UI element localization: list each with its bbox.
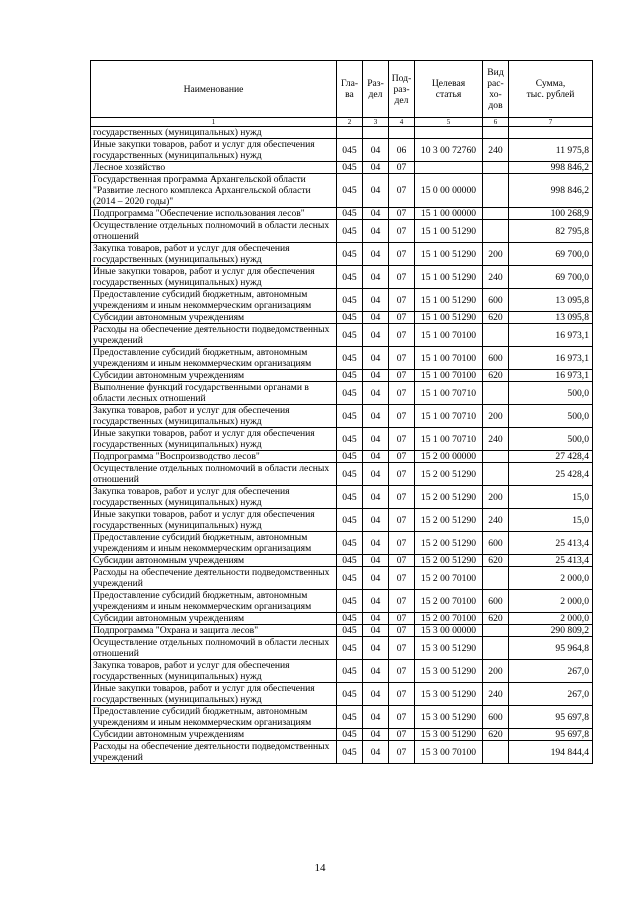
- row-razdel-cell: 04: [363, 289, 389, 312]
- table-row: [91, 567, 593, 590]
- row-statya-cell: 15 1 00 70710: [415, 405, 483, 428]
- row-podrazdel-cell: 07: [389, 555, 415, 567]
- page-number: 14: [314, 862, 326, 874]
- row-razdel-cell: 04: [363, 660, 389, 683]
- row-glava-cell: 045: [337, 139, 363, 162]
- row-glava-cell: 045: [337, 428, 363, 451]
- row-vid-cell: 600: [483, 289, 509, 312]
- row-razdel-cell: 04: [363, 463, 389, 486]
- row-name-cell: Осуществление отдельных полномочий в области лесных отношений: [91, 463, 337, 486]
- row-glava-cell: 045: [337, 590, 363, 613]
- row-podrazdel-cell: 07: [389, 208, 415, 220]
- row-razdel-cell: 04: [363, 243, 389, 266]
- row-vid-cell: 620: [483, 370, 509, 382]
- row-statya-cell: 15 2 00 70100: [415, 613, 483, 625]
- column-number: 5: [415, 118, 483, 127]
- row-vid-cell: 240: [483, 509, 509, 532]
- row-razdel-cell: 04: [363, 451, 389, 463]
- header-statya: Целевая статья: [415, 61, 483, 118]
- row-podrazdel-cell: 07: [389, 220, 415, 243]
- row-vid-cell: 200: [483, 486, 509, 509]
- row-glava-cell: 045: [337, 625, 363, 637]
- row-statya-cell: 15 2 00 51290: [415, 532, 483, 555]
- table-row: [91, 741, 593, 764]
- row-podrazdel-cell: 07: [389, 405, 415, 428]
- row-razdel-cell: 04: [363, 729, 389, 741]
- row-statya-cell: 15 1 00 70100: [415, 324, 483, 347]
- row-podrazdel-cell: 07: [389, 370, 415, 382]
- row-amount-cell: 25 413,4: [509, 555, 593, 567]
- row-vid-cell: 620: [483, 729, 509, 741]
- row-name-cell: Подпрограмма "Обеспечение использования лесов": [91, 208, 337, 220]
- row-glava-cell: 045: [337, 486, 363, 509]
- row-razdel-cell: 04: [363, 428, 389, 451]
- row-vid-cell: 240: [483, 683, 509, 706]
- row-vid-cell: 240: [483, 428, 509, 451]
- column-number-row: [91, 118, 593, 127]
- row-statya-cell: 15 3 00 51290: [415, 706, 483, 729]
- header-podrazdel: Под- раз- дел: [389, 61, 415, 118]
- row-podrazdel-cell: [389, 127, 415, 139]
- row-amount-cell: 13 095,8: [509, 312, 593, 324]
- row-name-cell: Субсидии автономным учреждениям: [91, 370, 337, 382]
- column-number: 4: [389, 118, 415, 127]
- row-amount-cell: 998 846,2: [509, 174, 593, 208]
- row-statya-cell: 15 1 00 70710: [415, 382, 483, 405]
- row-razdel-cell: 04: [363, 347, 389, 370]
- row-razdel-cell: 04: [363, 370, 389, 382]
- row-statya-cell: 15 2 00 51290: [415, 486, 483, 509]
- row-glava-cell: 045: [337, 660, 363, 683]
- row-name-cell: Иные закупки товаров, работ и услуг для обеспечения государственных (муниципальных) нужд: [91, 139, 337, 162]
- row-name-cell: Осуществление отдельных полномочий в области лесных отношений: [91, 637, 337, 660]
- row-name-cell: Выполнение функций государственными органами в области лесных отношений: [91, 382, 337, 405]
- table-row: [91, 463, 593, 486]
- row-vid-cell: [483, 451, 509, 463]
- header-name: Наименование: [91, 61, 337, 118]
- row-amount-cell: 16 973,1: [509, 370, 593, 382]
- row-statya-cell: 15 1 00 70100: [415, 347, 483, 370]
- row-razdel-cell: 04: [363, 266, 389, 289]
- row-podrazdel-cell: 07: [389, 532, 415, 555]
- row-amount-cell: 16 973,1: [509, 347, 593, 370]
- row-statya-cell: 15 2 00 51290: [415, 509, 483, 532]
- row-podrazdel-cell: 07: [389, 266, 415, 289]
- row-vid-cell: [483, 162, 509, 174]
- row-podrazdel-cell: 07: [389, 590, 415, 613]
- header-razdel: Раз- дел: [363, 61, 389, 118]
- row-vid-cell: 240: [483, 139, 509, 162]
- table-row: [91, 127, 593, 139]
- column-number: 2: [337, 118, 363, 127]
- row-glava-cell: 045: [337, 729, 363, 741]
- row-statya-cell: 10 3 00 72760: [415, 139, 483, 162]
- row-name-cell: Предоставление субсидий бюджетным, автономным учреждениям и иным некоммерческим организациям: [91, 532, 337, 555]
- row-podrazdel-cell: 07: [389, 451, 415, 463]
- row-statya-cell: 15 1 00 70710: [415, 428, 483, 451]
- row-name-cell: Иные закупки товаров, работ и услуг для обеспечения государственных (муниципальных) нужд: [91, 509, 337, 532]
- row-podrazdel-cell: 07: [389, 243, 415, 266]
- row-name-cell: Субсидии автономным учреждениям: [91, 613, 337, 625]
- table-row: [91, 174, 593, 208]
- row-glava-cell: 045: [337, 683, 363, 706]
- table-row: [91, 243, 593, 266]
- row-vid-cell: [483, 463, 509, 486]
- header-summa: Сумма, тыс. рублей: [509, 61, 593, 118]
- row-glava-cell: 045: [337, 613, 363, 625]
- row-razdel-cell: 04: [363, 139, 389, 162]
- row-razdel-cell: 04: [363, 590, 389, 613]
- column-number: 3: [363, 118, 389, 127]
- table-row: [91, 555, 593, 567]
- row-statya-cell: [415, 127, 483, 139]
- table-row: [91, 706, 593, 729]
- row-amount-cell: 267,0: [509, 660, 593, 683]
- table-row: [91, 220, 593, 243]
- row-name-cell: Иные закупки товаров, работ и услуг для обеспечения государственных (муниципальных) нужд: [91, 683, 337, 706]
- row-name-cell: Лесное хозяйство: [91, 162, 337, 174]
- row-glava-cell: 045: [337, 266, 363, 289]
- table-row: [91, 729, 593, 741]
- row-podrazdel-cell: 07: [389, 683, 415, 706]
- row-amount-cell: 11 975,8: [509, 139, 593, 162]
- row-razdel-cell: 04: [363, 532, 389, 555]
- row-statya-cell: 15 3 00 70100: [415, 741, 483, 764]
- column-number: 1: [91, 118, 337, 127]
- row-vid-cell: 620: [483, 613, 509, 625]
- row-glava-cell: 045: [337, 706, 363, 729]
- row-razdel-cell: 04: [363, 741, 389, 764]
- row-razdel-cell: 04: [363, 208, 389, 220]
- table-row: [91, 532, 593, 555]
- row-razdel-cell: 04: [363, 324, 389, 347]
- row-vid-cell: [483, 220, 509, 243]
- row-amount-cell: 500,0: [509, 428, 593, 451]
- column-number: 6: [483, 118, 509, 127]
- row-podrazdel-cell: 07: [389, 509, 415, 532]
- row-podrazdel-cell: 07: [389, 729, 415, 741]
- row-podrazdel-cell: 07: [389, 324, 415, 347]
- row-amount-cell: 25 428,4: [509, 463, 593, 486]
- table-row: [91, 405, 593, 428]
- row-name-cell: Расходы на обеспечение деятельности подведомственных учреждений: [91, 741, 337, 764]
- row-podrazdel-cell: 07: [389, 382, 415, 405]
- row-amount-cell: 100 268,9: [509, 208, 593, 220]
- row-vid-cell: [483, 127, 509, 139]
- row-name-cell: Предоставление субсидий бюджетным, автономным учреждениям и иным некоммерческим организациям: [91, 289, 337, 312]
- row-glava-cell: 045: [337, 555, 363, 567]
- table-row: [91, 683, 593, 706]
- table-row: [91, 139, 593, 162]
- table-row: [91, 312, 593, 324]
- table-row: [91, 370, 593, 382]
- row-vid-cell: [483, 382, 509, 405]
- table-row: [91, 509, 593, 532]
- row-glava-cell: 045: [337, 312, 363, 324]
- row-vid-cell: 200: [483, 660, 509, 683]
- row-podrazdel-cell: 07: [389, 347, 415, 370]
- row-amount-cell: 16 973,1: [509, 324, 593, 347]
- row-razdel-cell: 04: [363, 509, 389, 532]
- row-glava-cell: [337, 127, 363, 139]
- row-podrazdel-cell: 06: [389, 139, 415, 162]
- row-glava-cell: 045: [337, 567, 363, 590]
- row-podrazdel-cell: 07: [389, 162, 415, 174]
- row-glava-cell: 045: [337, 220, 363, 243]
- row-statya-cell: 15 1 00 51290: [415, 243, 483, 266]
- row-amount-cell: 500,0: [509, 382, 593, 405]
- row-statya-cell: [415, 162, 483, 174]
- row-amount-cell: 15,0: [509, 486, 593, 509]
- row-statya-cell: 15 2 00 70100: [415, 590, 483, 613]
- row-glava-cell: 045: [337, 463, 363, 486]
- table-row: [91, 266, 593, 289]
- row-razdel-cell: 04: [363, 220, 389, 243]
- row-glava-cell: 045: [337, 370, 363, 382]
- row-name-cell: Государственная программа Архангельской области "Развитие лесного комплекса Архангельской области (2014 – 2020 годы)": [91, 174, 337, 208]
- row-podrazdel-cell: 07: [389, 289, 415, 312]
- table-row: [91, 590, 593, 613]
- row-glava-cell: 045: [337, 451, 363, 463]
- row-name-cell: Расходы на обеспечение деятельности подведомственных учреждений: [91, 567, 337, 590]
- row-name-cell: Осуществление отдельных полномочий в области лесных отношений: [91, 220, 337, 243]
- table-header-row: [91, 61, 593, 118]
- row-amount-cell: 69 700,0: [509, 266, 593, 289]
- row-name-cell: Субсидии автономным учреждениям: [91, 729, 337, 741]
- row-vid-cell: [483, 625, 509, 637]
- row-amount-cell: 2 000,0: [509, 613, 593, 625]
- row-podrazdel-cell: 07: [389, 613, 415, 625]
- row-glava-cell: 045: [337, 347, 363, 370]
- row-glava-cell: 045: [337, 174, 363, 208]
- row-statya-cell: 15 3 00 51290: [415, 660, 483, 683]
- row-razdel-cell: 04: [363, 486, 389, 509]
- row-podrazdel-cell: 07: [389, 174, 415, 208]
- row-amount-cell: 194 844,4: [509, 741, 593, 764]
- row-amount-cell: 290 809,2: [509, 625, 593, 637]
- row-podrazdel-cell: 07: [389, 706, 415, 729]
- row-razdel-cell: 04: [363, 162, 389, 174]
- row-name-cell: государственных (муниципальных) нужд: [91, 127, 337, 139]
- row-statya-cell: 15 3 00 51290: [415, 637, 483, 660]
- row-vid-cell: [483, 174, 509, 208]
- row-amount-cell: 15,0: [509, 509, 593, 532]
- row-statya-cell: 15 3 00 51290: [415, 729, 483, 741]
- row-name-cell: Расходы на обеспечение деятельности подведомственных учреждений: [91, 324, 337, 347]
- table-row: [91, 208, 593, 220]
- row-amount-cell: 25 413,4: [509, 532, 593, 555]
- row-name-cell: Предоставление субсидий бюджетным, автономным учреждениям и иным некоммерческим организациям: [91, 347, 337, 370]
- row-vid-cell: 600: [483, 532, 509, 555]
- row-razdel-cell: [363, 127, 389, 139]
- row-podrazdel-cell: 07: [389, 567, 415, 590]
- table-row: [91, 451, 593, 463]
- row-name-cell: Подпрограмма "Охрана и защита лесов": [91, 625, 337, 637]
- row-amount-cell: 27 428,4: [509, 451, 593, 463]
- row-statya-cell: 15 0 00 00000: [415, 174, 483, 208]
- row-podrazdel-cell: 07: [389, 741, 415, 764]
- table-body: [91, 127, 593, 764]
- table-row: [91, 625, 593, 637]
- row-podrazdel-cell: 07: [389, 312, 415, 324]
- row-name-cell: Закупка товаров, работ и услуг для обеспечения государственных (муниципальных) нужд: [91, 660, 337, 683]
- table-row: [91, 637, 593, 660]
- row-glava-cell: 045: [337, 243, 363, 266]
- row-name-cell: Иные закупки товаров, работ и услуг для обеспечения государственных (муниципальных) нужд: [91, 428, 337, 451]
- row-glava-cell: 045: [337, 741, 363, 764]
- row-statya-cell: 15 1 00 51290: [415, 266, 483, 289]
- row-statya-cell: 15 1 00 00000: [415, 208, 483, 220]
- row-statya-cell: 15 2 00 51290: [415, 555, 483, 567]
- column-number: 7: [509, 118, 593, 127]
- table-row: [91, 347, 593, 370]
- row-vid-cell: 620: [483, 312, 509, 324]
- table-row: [91, 382, 593, 405]
- row-amount-cell: 13 095,8: [509, 289, 593, 312]
- table-row: [91, 324, 593, 347]
- row-razdel-cell: 04: [363, 405, 389, 428]
- row-name-cell: Предоставление субсидий бюджетным, автономным учреждениям и иным некоммерческим организациям: [91, 706, 337, 729]
- row-amount-cell: 95 964,8: [509, 637, 593, 660]
- row-vid-cell: [483, 324, 509, 347]
- row-glava-cell: 045: [337, 289, 363, 312]
- table-row: [91, 660, 593, 683]
- row-glava-cell: 045: [337, 382, 363, 405]
- row-glava-cell: 045: [337, 637, 363, 660]
- row-vid-cell: 600: [483, 590, 509, 613]
- row-statya-cell: 15 1 00 70100: [415, 370, 483, 382]
- header-vid: Вид рас- хо- дов: [483, 61, 509, 118]
- row-razdel-cell: 04: [363, 555, 389, 567]
- row-podrazdel-cell: 07: [389, 428, 415, 451]
- row-podrazdel-cell: 07: [389, 660, 415, 683]
- row-glava-cell: 045: [337, 405, 363, 428]
- row-podrazdel-cell: 07: [389, 625, 415, 637]
- row-name-cell: Закупка товаров, работ и услуг для обеспечения государственных (муниципальных) нужд: [91, 486, 337, 509]
- row-amount-cell: 500,0: [509, 405, 593, 428]
- row-vid-cell: 240: [483, 266, 509, 289]
- row-vid-cell: 620: [483, 555, 509, 567]
- row-razdel-cell: 04: [363, 312, 389, 324]
- row-amount-cell: 69 700,0: [509, 243, 593, 266]
- row-glava-cell: 045: [337, 208, 363, 220]
- row-amount-cell: 95 697,8: [509, 706, 593, 729]
- row-statya-cell: 15 2 00 51290: [415, 463, 483, 486]
- table-row: [91, 162, 593, 174]
- row-name-cell: Субсидии автономным учреждениям: [91, 312, 337, 324]
- row-vid-cell: [483, 741, 509, 764]
- row-name-cell: Субсидии автономным учреждениям: [91, 555, 337, 567]
- table-row: [91, 613, 593, 625]
- row-glava-cell: 045: [337, 162, 363, 174]
- row-glava-cell: 045: [337, 509, 363, 532]
- budget-document: [90, 60, 592, 764]
- row-razdel-cell: 04: [363, 174, 389, 208]
- row-glava-cell: 045: [337, 532, 363, 555]
- row-name-cell: Предоставление субсидий бюджетным, автономным учреждениям и иным некоммерческим организациям: [91, 590, 337, 613]
- row-podrazdel-cell: 07: [389, 637, 415, 660]
- row-glava-cell: 045: [337, 324, 363, 347]
- row-vid-cell: 600: [483, 706, 509, 729]
- row-podrazdel-cell: 07: [389, 486, 415, 509]
- row-amount-cell: 2 000,0: [509, 567, 593, 590]
- row-razdel-cell: 04: [363, 706, 389, 729]
- row-razdel-cell: 04: [363, 567, 389, 590]
- row-razdel-cell: 04: [363, 637, 389, 660]
- row-statya-cell: 15 2 00 70100: [415, 567, 483, 590]
- row-razdel-cell: 04: [363, 683, 389, 706]
- row-amount-cell: 998 846,2: [509, 162, 593, 174]
- row-vid-cell: 200: [483, 243, 509, 266]
- table-row: [91, 289, 593, 312]
- row-name-cell: Подпрограмма "Воспроизводство лесов": [91, 451, 337, 463]
- row-amount-cell: 95 697,8: [509, 729, 593, 741]
- row-amount-cell: [509, 127, 593, 139]
- row-amount-cell: 82 795,8: [509, 220, 593, 243]
- row-statya-cell: 15 3 00 00000: [415, 625, 483, 637]
- header-glava: Гла- ва: [337, 61, 363, 118]
- row-statya-cell: 15 1 00 51290: [415, 289, 483, 312]
- row-statya-cell: 15 2 00 00000: [415, 451, 483, 463]
- row-name-cell: Закупка товаров, работ и услуг для обеспечения государственных (муниципальных) нужд: [91, 243, 337, 266]
- budget-table: [90, 60, 593, 764]
- table-row: [91, 486, 593, 509]
- row-vid-cell: [483, 637, 509, 660]
- row-statya-cell: 15 1 00 51290: [415, 312, 483, 324]
- row-podrazdel-cell: 07: [389, 463, 415, 486]
- row-vid-cell: [483, 208, 509, 220]
- row-vid-cell: [483, 567, 509, 590]
- row-vid-cell: 200: [483, 405, 509, 428]
- row-statya-cell: 15 3 00 51290: [415, 683, 483, 706]
- row-name-cell: Иные закупки товаров, работ и услуг для обеспечения государственных (муниципальных) нужд: [91, 266, 337, 289]
- row-name-cell: Закупка товаров, работ и услуг для обеспечения государственных (муниципальных) нужд: [91, 405, 337, 428]
- row-razdel-cell: 04: [363, 625, 389, 637]
- row-amount-cell: 267,0: [509, 683, 593, 706]
- row-statya-cell: 15 1 00 51290: [415, 220, 483, 243]
- row-razdel-cell: 04: [363, 382, 389, 405]
- row-vid-cell: 600: [483, 347, 509, 370]
- row-razdel-cell: 04: [363, 613, 389, 625]
- table-row: [91, 428, 593, 451]
- row-amount-cell: 2 000,0: [509, 590, 593, 613]
